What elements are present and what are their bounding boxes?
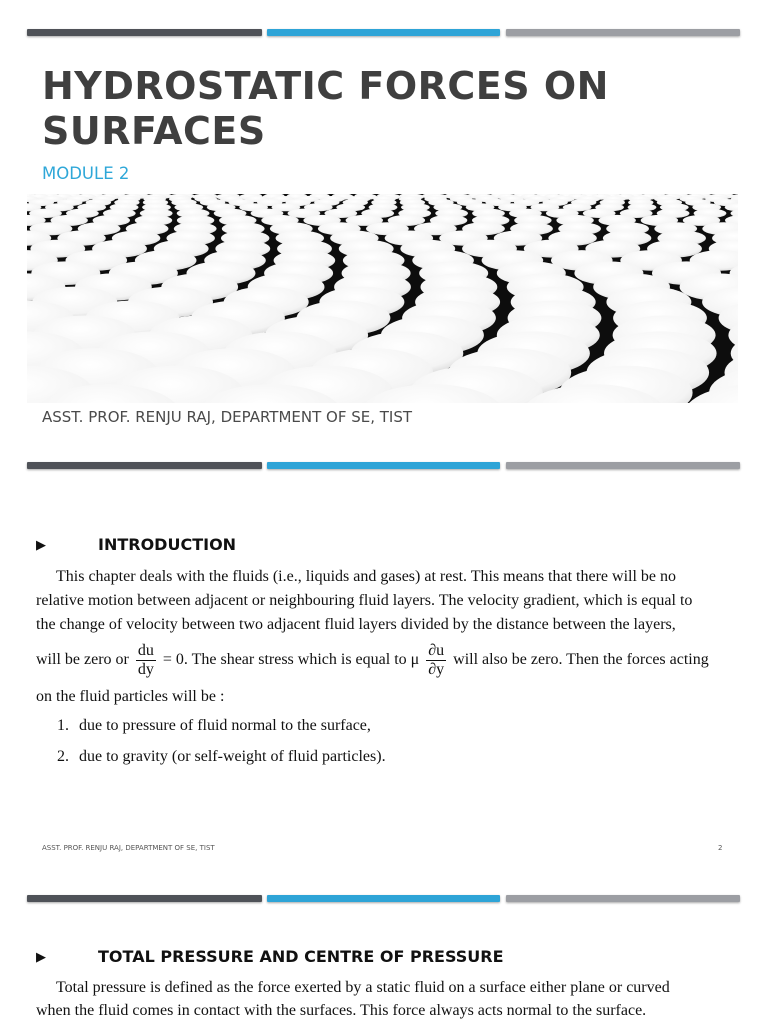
author-line: ASST. PROF. RENJU RAJ, DEPARTMENT OF SE, TIST (42, 408, 413, 426)
paragraph-line (36, 976, 730, 1000)
accent-bar-gray (506, 462, 740, 469)
bullet-arrow-icon: ▶ (36, 950, 46, 965)
fraction-numerator: du (137, 641, 154, 659)
paragraph-text: Total pressure is defined as the force exerted by a static fluid on a surface either plane or curved (56, 979, 670, 996)
title-slide (0, 0, 768, 440)
fraction-denominator: dy (137, 660, 154, 678)
paragraph-line: on the fluid particles will be : (36, 688, 225, 705)
accent-bar-dark (27, 29, 262, 36)
top-accent-bars (27, 29, 740, 36)
paragraph-text: = 0. The shear stress which is equal to μ (162, 651, 420, 668)
slide-title: HYDROSTATIC FORCES ON SURFACES (42, 64, 609, 153)
accent-bar-dark (27, 895, 262, 902)
page-number: 2 (718, 844, 723, 852)
total-pressure-slide (0, 875, 768, 1024)
list-text: due to pressure of fluid normal to the surface, (79, 717, 371, 734)
slide-subtitle: MODULE 2 (42, 164, 130, 183)
fraction-denominator: ∂y (428, 660, 445, 678)
paragraph-text: will be zero or (36, 651, 129, 668)
paragraph-line: relative motion between adjacent or neighbouring fluid layers. The velocity gradient, which is equal to (36, 592, 693, 609)
list-number: 1. (57, 717, 69, 734)
partial-derivative-fraction (426, 642, 446, 679)
accent-bar-gray (506, 29, 740, 36)
paragraph-text: This chapter deals with the fluids (i.e., liquids and gases) at rest. This means that there will be no (56, 568, 676, 585)
footer-author: ASST. PROF. RENJU RAJ, DEPARTMENT OF SE, TIST (42, 844, 215, 852)
list-item (57, 748, 386, 766)
bullet-arrow-icon: ▶ (36, 538, 46, 553)
introduction-slide (0, 440, 768, 875)
fraction-numerator: ∂u (428, 641, 445, 659)
accent-bar-dark (27, 462, 262, 469)
top-accent-bars (27, 895, 740, 902)
paragraph-line-with-fractions (36, 640, 730, 680)
top-accent-bars (27, 462, 740, 469)
paragraph-line: when the fluid comes in contact with the surfaces. This force always acts normal to the surface. (36, 1002, 647, 1019)
paragraph-line: the change of velocity between two adjacent fluid layers divided by the distance between the layers, (36, 616, 676, 633)
paragraph-line (36, 565, 730, 589)
accent-bar-blue (267, 895, 500, 902)
section-heading: TOTAL PRESSURE AND CENTRE OF PRESSURE (98, 947, 504, 966)
paragraph-text: will also be zero. Then the forces acting (453, 651, 709, 668)
accent-bar-gray (506, 895, 740, 902)
pattern-photo (27, 194, 738, 403)
list-item (57, 717, 371, 735)
derivative-fraction (136, 642, 156, 679)
accent-bar-blue (267, 462, 500, 469)
accent-bar-blue (267, 29, 500, 36)
list-number: 2. (57, 748, 69, 765)
list-text: due to gravity (or self-weight of fluid particles). (79, 748, 386, 765)
section-heading: INTRODUCTION (98, 535, 237, 554)
